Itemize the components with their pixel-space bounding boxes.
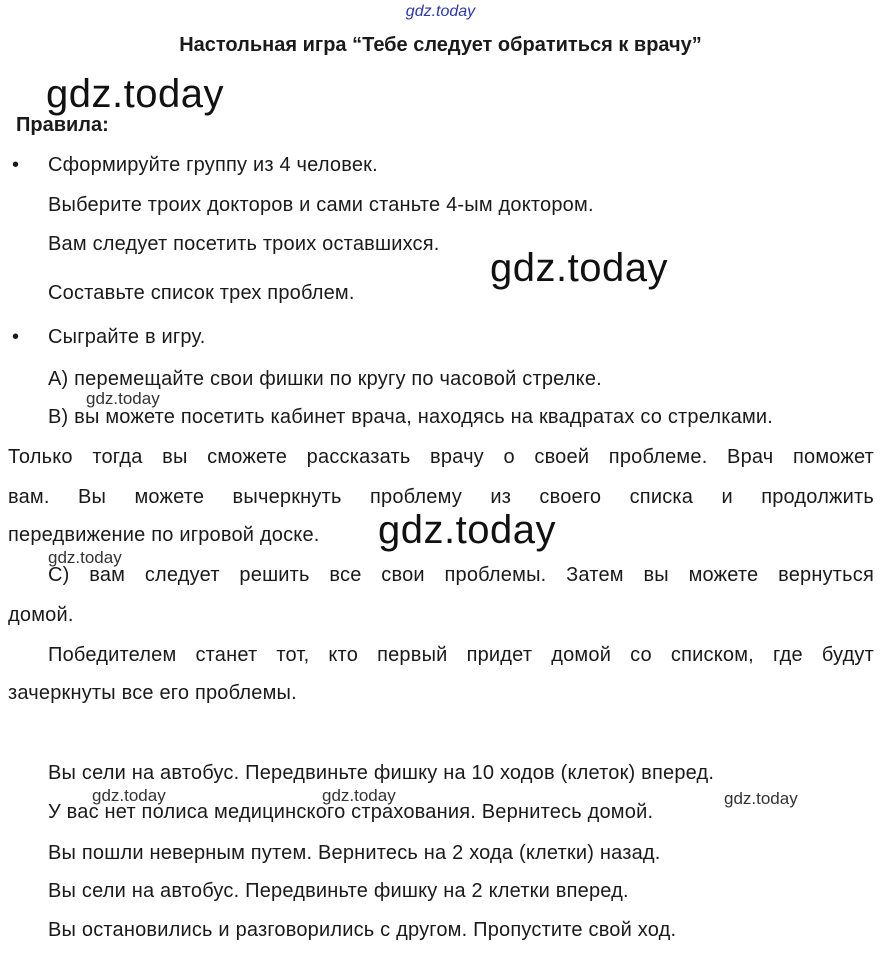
rule-line: А) перемещайте свои фишки по кругу по часовой стрелке.	[48, 368, 602, 390]
bullet-marker: •	[12, 154, 20, 176]
watermark-large: gdz.today	[490, 246, 668, 290]
watermark-small: gdz.today	[92, 786, 166, 805]
watermark-small: gdz.today	[86, 389, 160, 408]
card-text: Вы сели на автобус. Передвиньте фишку на 10 ходов (клеток) вперед.	[48, 762, 715, 784]
card-text: У вас нет полиса медицинского страхования. Вернитесь домой.	[48, 801, 654, 823]
rule-line: домой.	[8, 604, 74, 626]
rules-heading: Правила:	[16, 114, 109, 136]
card-text: Вы остановились и разговорились с другом. Пропустите свой ход.	[48, 919, 677, 941]
page-title: Настольная игра “Тебе следует обратиться к врачу”	[179, 34, 702, 56]
watermark-large: gdz.today	[46, 72, 224, 116]
watermark-large: gdz.today	[378, 508, 556, 552]
rule-line: Сформируйте группу из 4 человек.	[48, 154, 378, 176]
rule-line: С) вам следует решить все свои проблемы. Затем вы можете вернуться	[48, 564, 874, 586]
rule-line: зачеркнуты все его проблемы.	[8, 682, 297, 704]
rule-line: Только тогда вы сможете рассказать врачу о своей проблеме. Врач поможет	[8, 446, 874, 468]
rule-line: Победителем станет тот, кто первый придет домой со списком, где будут	[48, 644, 874, 666]
rule-line: Составьте список трех проблем.	[48, 282, 355, 304]
rule-line: Выберите троих докторов и сами станьте 4-ым доктором.	[48, 194, 594, 216]
card-text: Вы сели на автобус. Передвиньте фишку на 2 клетки вперед.	[48, 880, 629, 902]
watermark-top: gdz.today	[405, 3, 476, 20]
rule-line: передвижение по игровой доске.	[8, 524, 320, 546]
rule-line: Вам следует посетить троих оставшихся.	[48, 233, 440, 255]
watermark-small: gdz.today	[322, 786, 396, 805]
watermark-small: gdz.today	[48, 548, 122, 567]
bullet-marker: •	[12, 326, 20, 348]
rule-line: Сыграйте в игру.	[48, 326, 206, 348]
rule-line: В) вы можете посетить кабинет врача, находясь на квадратах со стрелками.	[48, 406, 774, 428]
card-text: Вы пошли неверным путем. Вернитесь на 2 хода (клетки) назад.	[48, 842, 661, 864]
watermark-small: gdz.today	[724, 789, 798, 808]
rule-line: вам. Вы можете вычеркнуть проблему из своего списка и продолжить	[8, 486, 874, 508]
